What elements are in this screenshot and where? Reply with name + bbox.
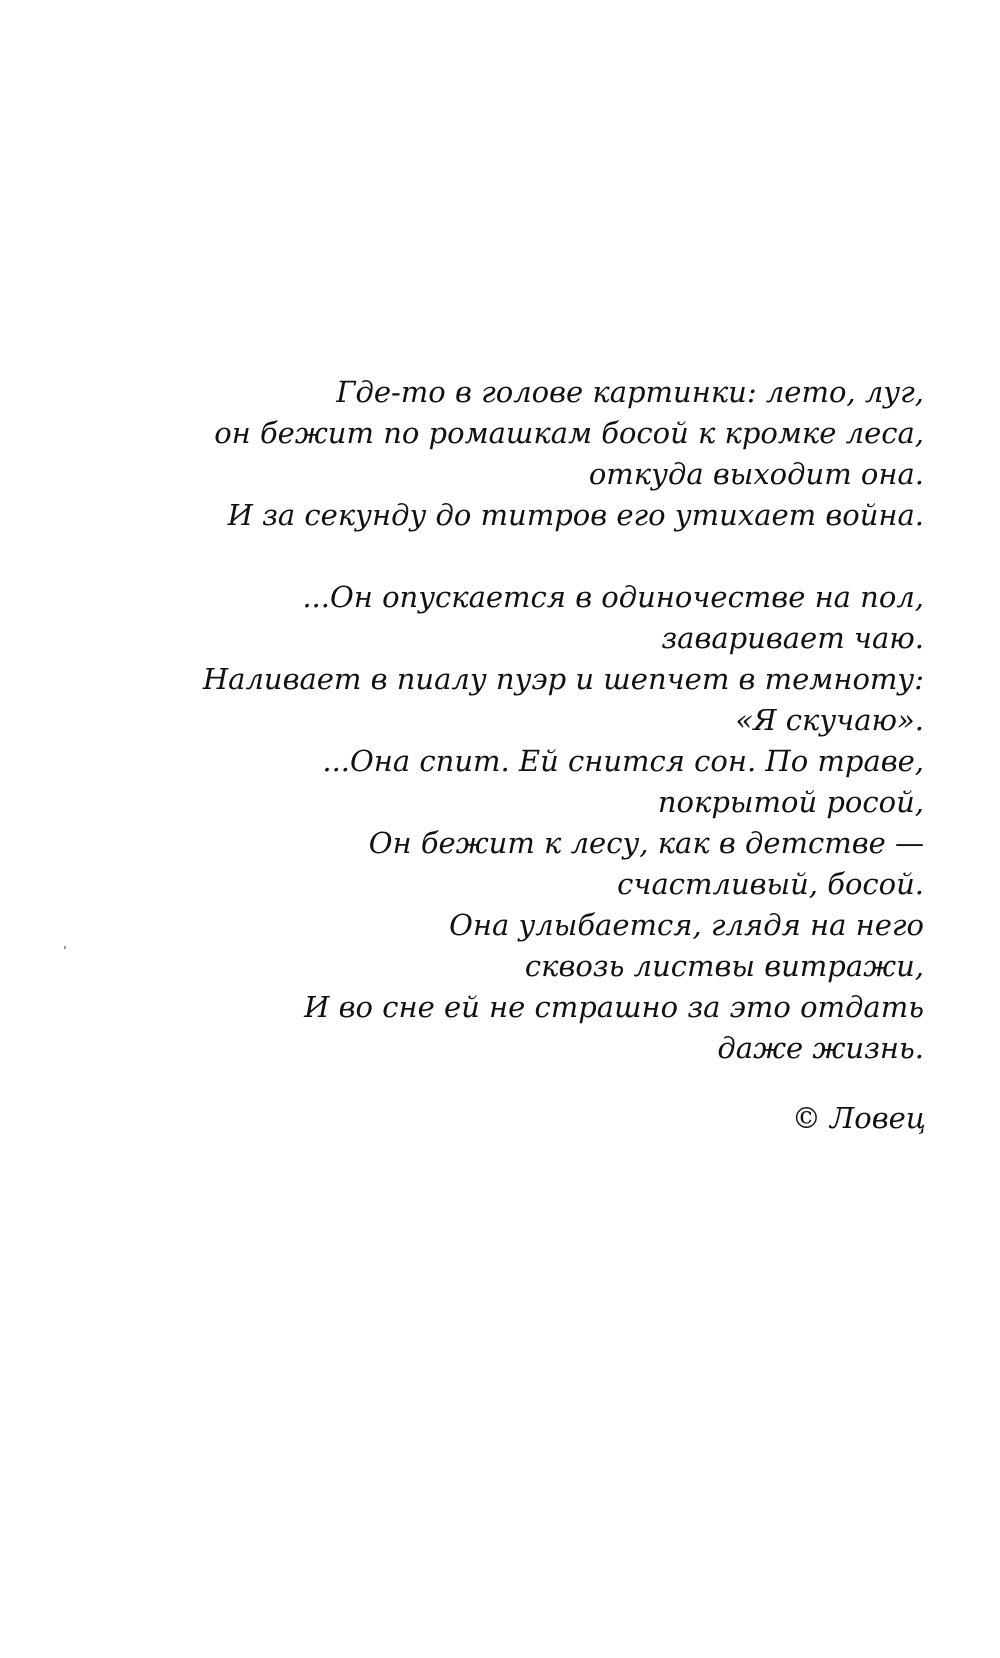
poem-line: И во сне ей не страшно за это отдать	[304, 990, 924, 1024]
poem-line: И за секунду до титров его утихает война.	[227, 498, 924, 532]
poem-line: сквозь листвы витражи,	[524, 949, 924, 983]
poem-line: Она улыбается, глядя на него	[449, 908, 924, 942]
poem-line: он бежит по ромашкам босой к кромке леса,	[214, 416, 924, 450]
poem-line: ...Он опускается в одиночестве на пол,	[302, 580, 924, 614]
poem-line: Наливает в пиалу пуэр и шепчет в темноту:	[202, 662, 924, 696]
poem-line: счастливый, босой.	[617, 867, 924, 901]
poem-line: «Я скучаю».	[735, 703, 924, 737]
poem-line: ...Она спит. Ей снится сон. По траве,	[322, 744, 924, 778]
poem	[164, 372, 924, 1069]
poem-line: Где-то в голове картинки: лето, луг,	[336, 375, 924, 409]
author-signature: © Ловец	[791, 1101, 926, 1135]
poem-line: заваривает чаю.	[661, 621, 924, 655]
scan-speck	[64, 946, 66, 949]
stanza-1	[164, 372, 924, 536]
poem-line: Он бежит к лесу, как в детстве —	[368, 826, 924, 860]
poem-line: даже жизнь.	[717, 1031, 924, 1065]
stanza-2	[164, 577, 924, 1069]
poem-line: покрытой росой,	[657, 785, 924, 819]
poem-line: откуда выходит она.	[588, 457, 924, 491]
